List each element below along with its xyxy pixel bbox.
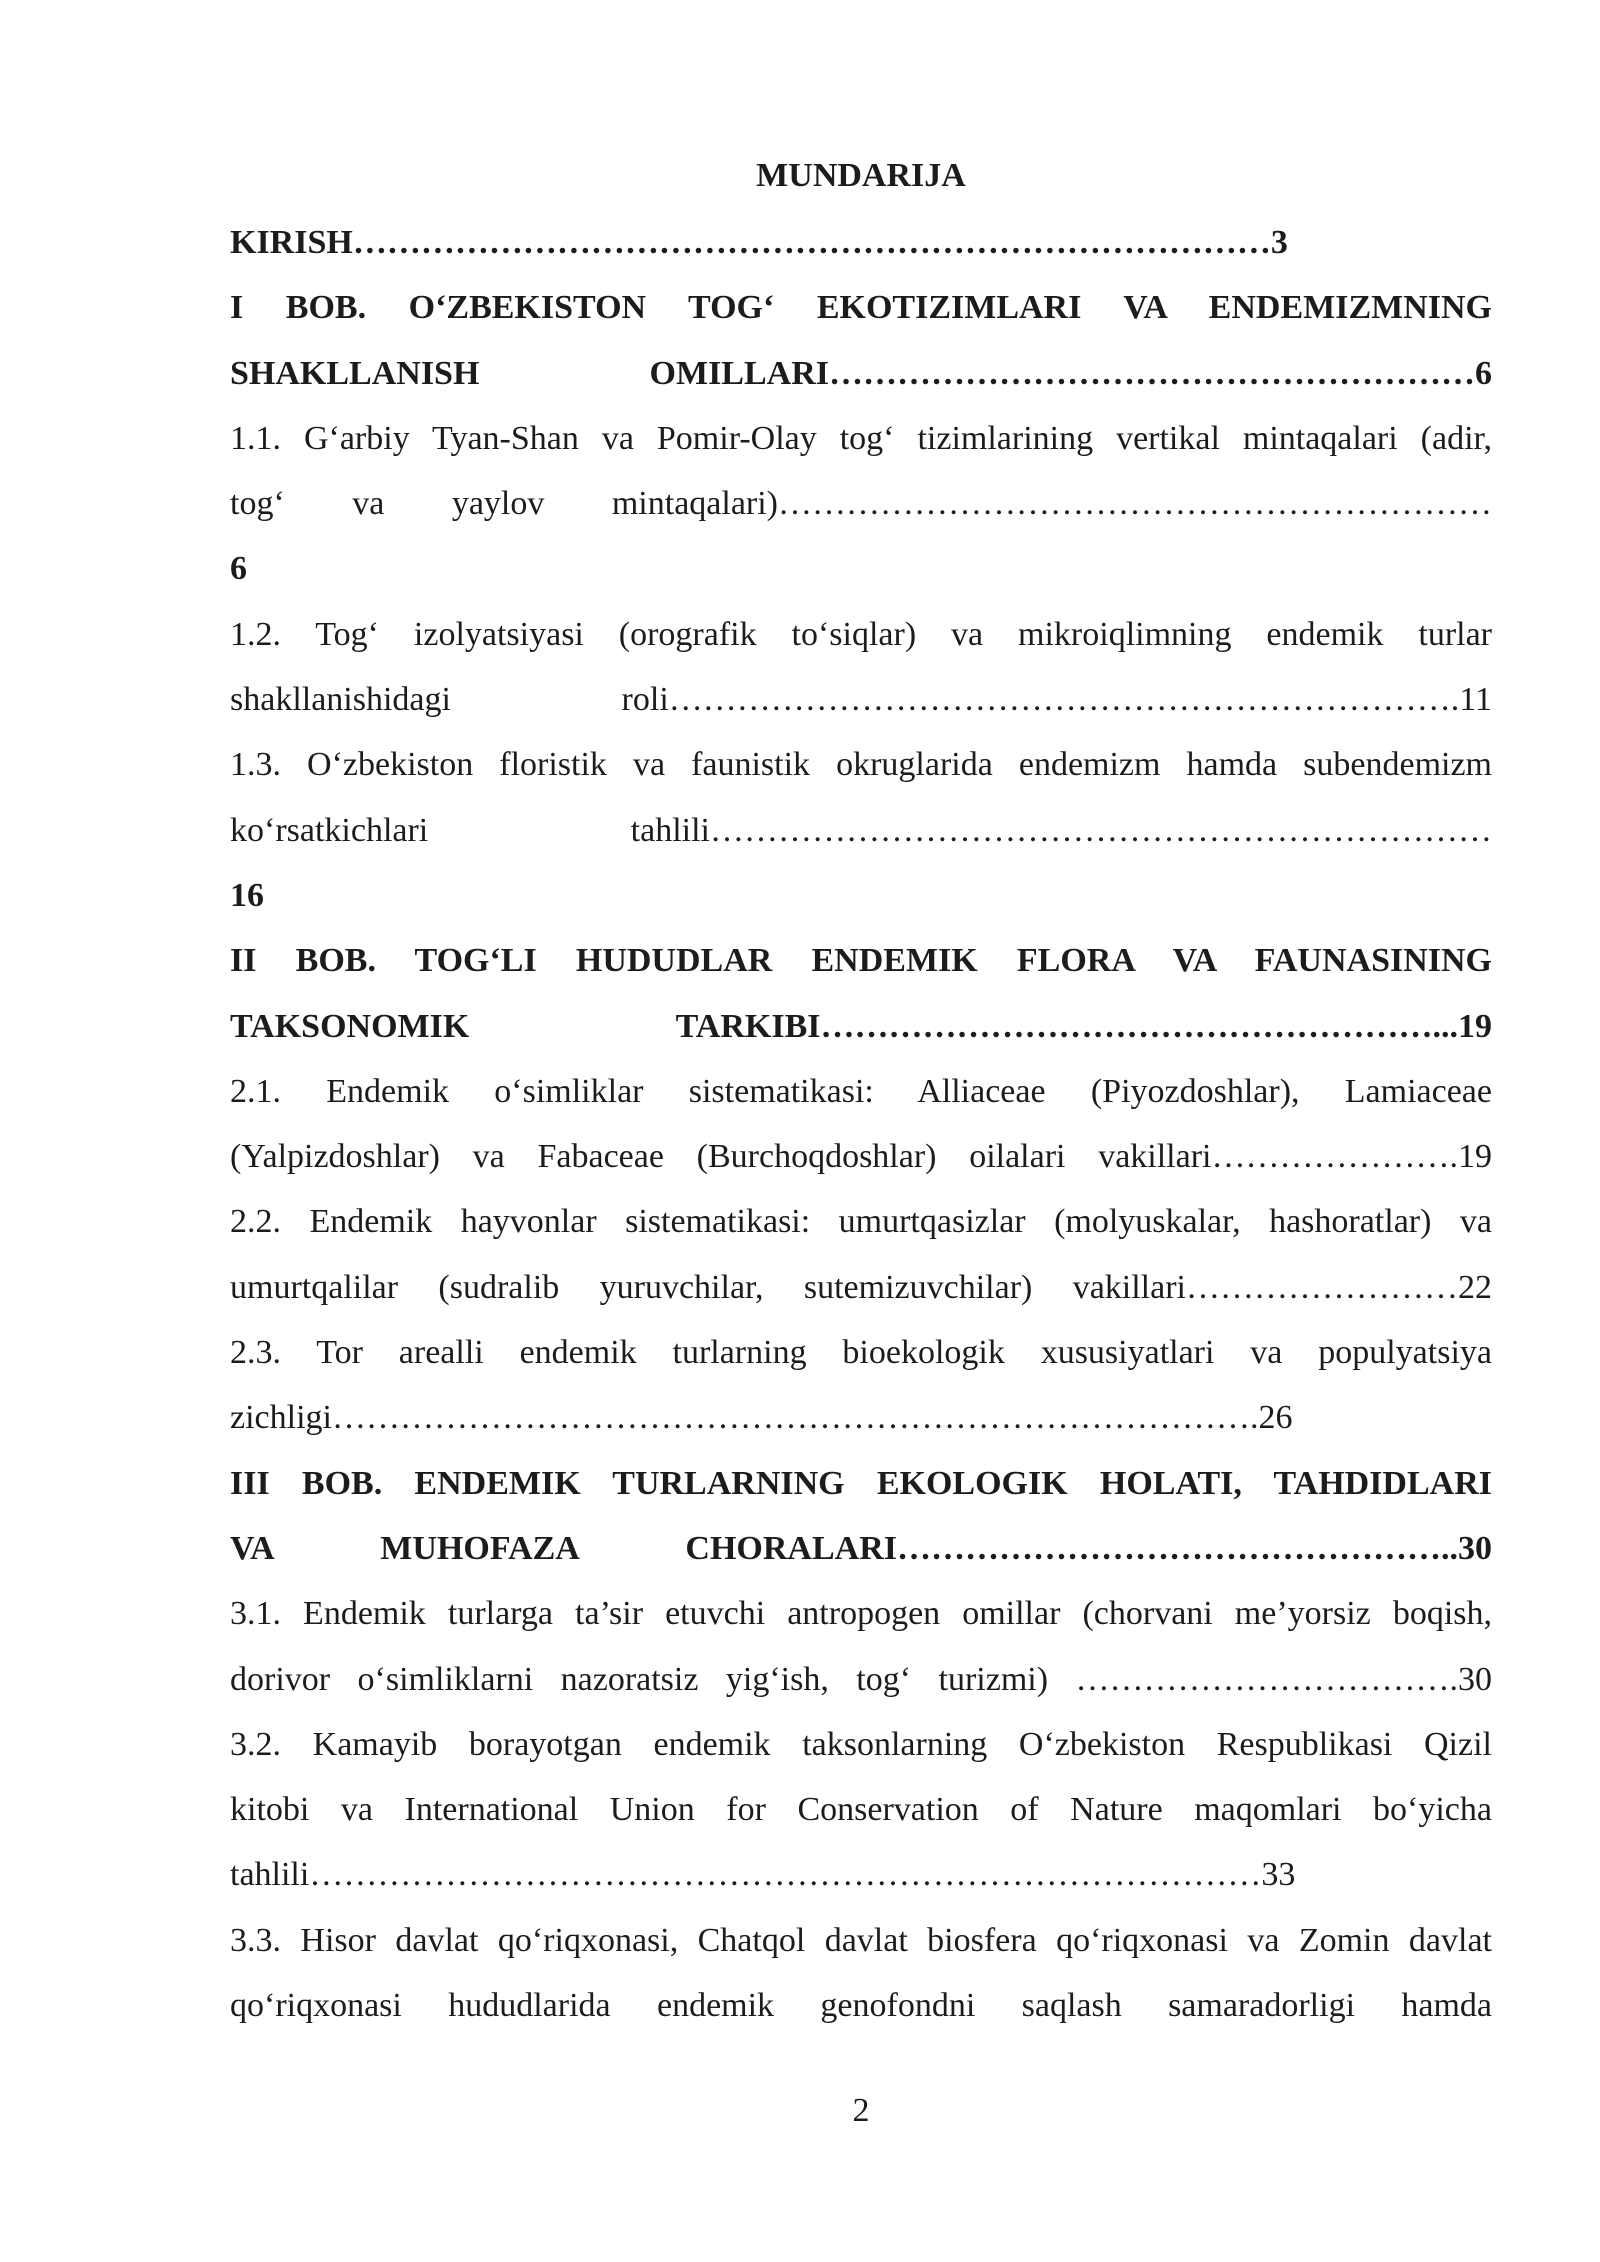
toc-line: tahlili…………………………………………………………………………33 xyxy=(230,1856,1296,1894)
toc-line: umurtqalilar (sudralib yuruvchilar, sutemizuvchilar) vakillari……………………22 xyxy=(230,1268,1492,1306)
toc-line: kitobi va International Union for Conservation of Nature maqomlari bo‘yicha xyxy=(230,1791,1492,1829)
toc-line: 2.2. Endemik hayvonlar sistematikasi: umurtqasizlar (molyuskalar, hashoratlar) va xyxy=(230,1203,1492,1241)
page-title: MUNDARIJA xyxy=(756,157,966,194)
toc-line: 3.1. Endemik turlarga ta’sir etuvchi antropogen omillar (chorvani me’yorsiz boqish, xyxy=(230,1595,1492,1633)
toc-line: 16 xyxy=(230,876,264,914)
toc-line: dorivor o‘simliklarni nazoratsiz yig‘ish, tog‘ turizmi) …………………………….30 xyxy=(230,1660,1492,1698)
toc-line: qo‘riqxonasi hududlarida endemik genofondni saqlash samaradorligi hamda xyxy=(230,1987,1492,2025)
page-number: 2 xyxy=(852,2092,870,2129)
toc-line: shakllanishidagi roli…………………………………………………………….11 xyxy=(230,681,1492,719)
toc-line: tog‘ va yaylov mintaqalari)……………………………………………………… xyxy=(230,485,1492,523)
toc-line: 6 xyxy=(230,550,247,588)
toc-line: 1.3. O‘zbekiston floristik va faunistik okruglarida endemizm hamda subendemizm xyxy=(230,746,1492,784)
toc-line: I BOB. O‘ZBEKISTON TOG‘ EKOTIZIMLARI VA ENDEMIZMNING xyxy=(230,289,1492,327)
toc-line: 1.2. Tog‘ izolyatsiyasi (orografik to‘siqlar) va mikroiqlimning endemik turlar xyxy=(230,615,1492,653)
toc-line: KIRISH………………………………………………………………………3 xyxy=(230,224,1288,261)
toc-line: SHAKLLANISH OMILLARI…………………………………………………6 xyxy=(230,354,1492,392)
toc-line: 3.2. Kamayib borayotgan endemik taksonlarning O‘zbekiston Respublikasi Qizil xyxy=(230,1725,1492,1763)
toc-line: zichligi……………………………………………………………………….26 xyxy=(230,1399,1293,1437)
toc-line: 2.1. Endemik o‘simliklar sistematikasi: Alliaceae (Piyozdoshlar), Lamiaceae xyxy=(230,1072,1492,1110)
toc-line: 3.3. Hisor davlat qo‘riqxonasi, Chatqol davlat biosfera qo‘riqxonasi va Zomin davlat xyxy=(230,1921,1492,1959)
table-of-contents xyxy=(230,210,1492,2038)
toc-line: (Yalpizdoshlar) va Fabaceae (Burchoqdoshlar) oilalari vakillari………………….19 xyxy=(230,1138,1492,1176)
toc-line: TAKSONOMIK TARKIBI………………………………………………...19 xyxy=(230,1007,1492,1045)
toc-line: III BOB. ENDEMIK TURLARNING EKOLOGIK HOLATI, TAHDIDLARI xyxy=(230,1464,1492,1502)
toc-line: II BOB. TOG‘LI HUDUDLAR ENDEMIK FLORA VA FAUNASINING xyxy=(230,942,1492,980)
toc-line: 1.1. G‘arbiy Tyan-Shan va Pomir-Olay tog‘ tizimlarining vertikal mintaqalari (adir, xyxy=(230,419,1492,457)
toc-line: 2.3. Tor arealli endemik turlarning bioekologik xususiyatlari va populyatsiya xyxy=(230,1334,1492,1372)
toc-line: VA MUHOFAZA CHORALARI…………………………………………..30 xyxy=(230,1529,1492,1567)
toc-line: ko‘rsatkichlari tahlili…………………………………………………………… xyxy=(230,811,1492,849)
